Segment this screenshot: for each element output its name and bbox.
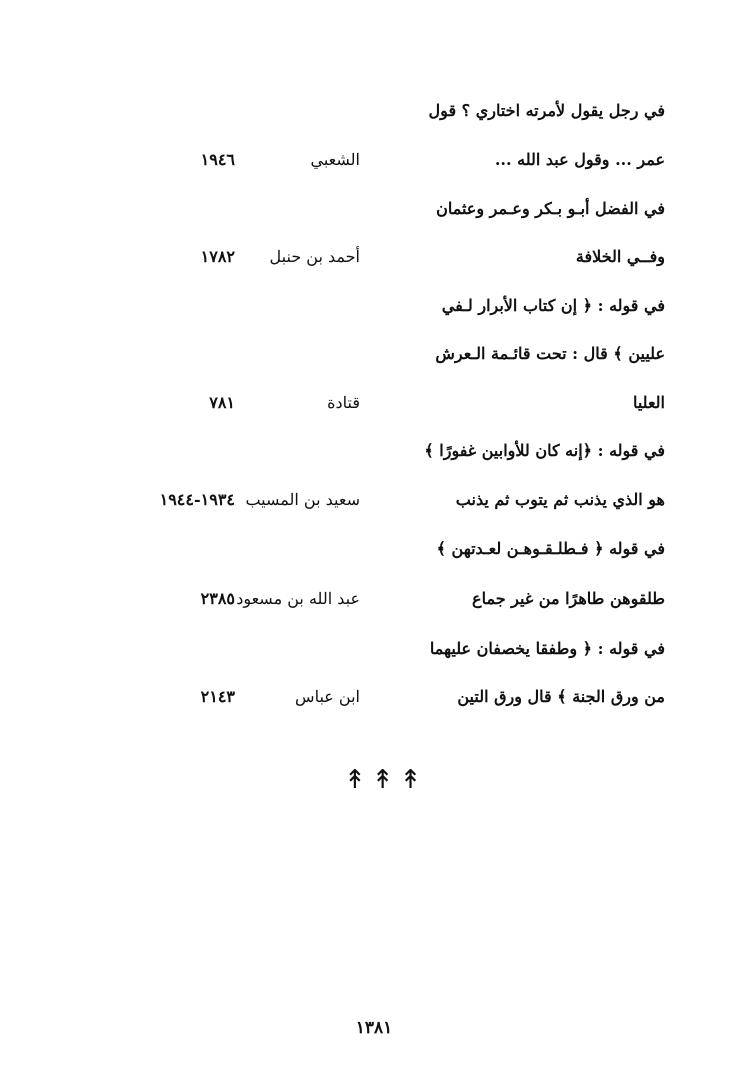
- index-row: [90, 94, 665, 128]
- entry-text: في رجل يقول لأمرته اختاري ؟ قول: [428, 101, 665, 120]
- entry-text: في قوله : ﴿ وطفقا يخصفان عليهما: [429, 639, 665, 658]
- entry-text: عمر ... وقول عبد الله ...: [494, 150, 665, 169]
- entry-narrator: عبد الله بن مسعود: [236, 589, 360, 608]
- index-row: [90, 192, 665, 226]
- page-number: ١٣٨١: [355, 1018, 393, 1038]
- entry-text: هو الذي يذنب ثم يتوب ثم يذنب: [455, 490, 665, 509]
- entry-number: ١٩٤٦: [200, 150, 235, 169]
- entry-narrator: ابن عباس: [295, 687, 360, 706]
- index-row: [90, 632, 665, 666]
- entry-narrator: الشعبي: [310, 150, 360, 169]
- entry-text: العليا: [632, 393, 665, 412]
- index-row: [90, 337, 665, 371]
- index-row: [90, 680, 665, 714]
- index-row: [90, 386, 665, 420]
- entry-number: ٢١٤٣: [200, 687, 235, 706]
- index-row: [90, 289, 665, 323]
- entry-narrator: قتادة: [327, 393, 360, 412]
- index-row: [90, 483, 665, 517]
- entry-text: عليين ﴾ قال : تحت قائـمة الـعرش: [435, 344, 665, 363]
- entry-text: في قوله ﴿ فـطلـقـوهـن لعـدتهن ﴾: [436, 539, 665, 558]
- entry-number: ١٧٨٢: [200, 247, 235, 266]
- entry-text: وفــي الخلافة: [575, 247, 665, 266]
- entry-text: في الفضل أبـو بـكر وعـمر وعثمان: [436, 199, 665, 218]
- entry-narrator: أحمد بن حنبل: [269, 247, 360, 266]
- entry-number: ٢٣٨٥: [200, 589, 235, 608]
- index-row: [90, 582, 665, 616]
- section-ornament: ↟↟↟: [344, 765, 428, 795]
- entry-text: في قوله : ﴿ إن كتاب الأبرار لـفي: [441, 296, 665, 315]
- index-row: [90, 434, 665, 468]
- index-row: [90, 240, 665, 274]
- entry-text: في قوله : ﴿إنه كان للأوابين غفورًا ﴾: [424, 441, 665, 460]
- entry-number: ٧٨١: [209, 393, 235, 412]
- entry-number: ١٩٣٤-١٩٤٤: [159, 490, 235, 509]
- entry-text: طلقوهن طاهرًا من غير جماع: [472, 589, 665, 608]
- index-row: [90, 143, 665, 177]
- index-row: [90, 532, 665, 566]
- entry-text: من ورق الجنة ﴾ قال ورق التين: [457, 687, 665, 706]
- entry-narrator: سعيد بن المسيب: [245, 490, 360, 509]
